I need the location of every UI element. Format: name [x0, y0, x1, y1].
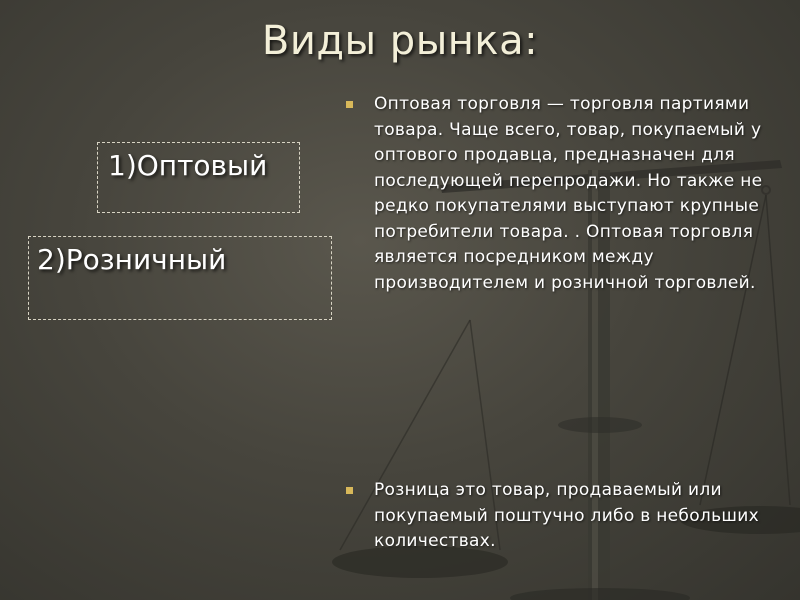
retail-box — [28, 236, 332, 320]
bullet-item-retail — [346, 478, 766, 555]
bullet-text: Розница это товар, продаваемый или покупаемый поштучно либо в небольших количествах. — [374, 480, 759, 551]
square-bullet-icon — [346, 101, 353, 108]
wholesale-label: 1)Оптовый — [108, 149, 268, 182]
wholesale-box — [97, 142, 300, 213]
retail-label: 2)Розничный — [37, 243, 227, 276]
slide-title: Виды рынка: — [261, 18, 539, 64]
bullet-item-wholesale — [346, 92, 766, 296]
bullet-text: Оптовая торговля — торговля партиями товара. Чаще всего, товар, покупаемый у оптового продавца, предназначен для последующей перепродажи. Но также не редко покупателями выступают крупные потребители товара. . Оптовая торговля является посредником между производителем и розничной торговлей. — [374, 94, 763, 293]
square-bullet-icon — [346, 487, 353, 494]
